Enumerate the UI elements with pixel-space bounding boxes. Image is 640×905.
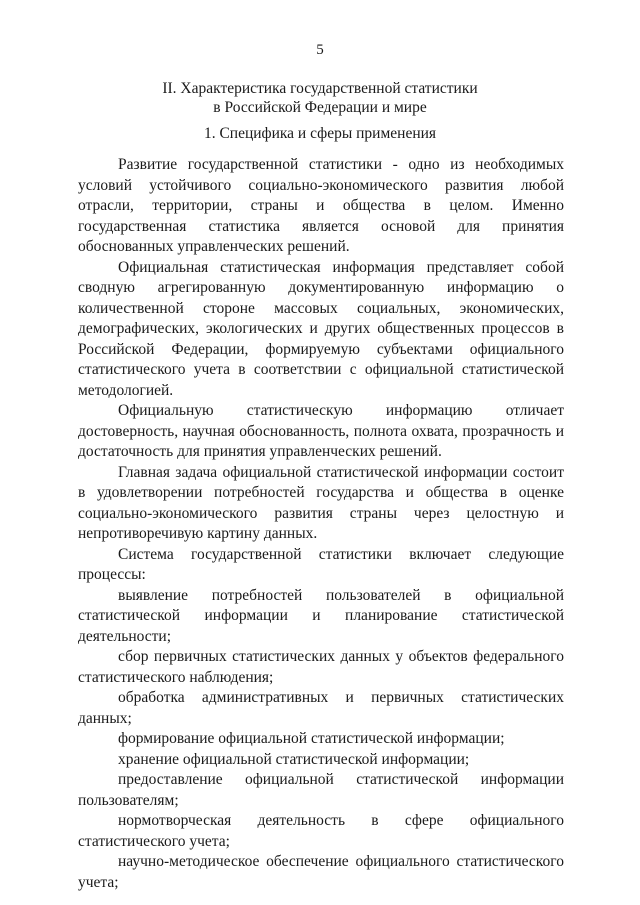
paragraph-3: Официальную статистическую информацию отличает достоверность, научная обоснованность, полнота охвата, прозрачность и достаточность для принятия управленческих решений. [78,402,564,460]
list-item-7: нормотворческая деятельность в сфере официального статистического учета; [78,812,564,850]
list-item-2: сбор первичных статистических данных у объектов федерального статистического наблюдения; [78,648,564,686]
list-item-8: научно-методическое обеспечение официального статистического учета; [78,853,564,891]
list-item-5: хранение официальной статистической информации; [118,750,470,768]
paragraph-1: Развитие государственной статистики - одно из необходимых условий устойчивого социально-экономического развития любой отрасли, территории, страны и общества в целом. Именно государственная статистика является основой для принятия обоснованных управленческих решений. [78,156,564,255]
section-title-line-2: в Российской Федерации и мире [213,99,427,116]
section-subtitle: 1. Специфика и сферы применения [203,125,437,142]
page-number: 5 [316,42,324,58]
paragraph-4: Главная задача официальной статистической информации состоит в удовлетворении потребностей государства и общества в оценке социально-экономического развития страны через целостную и непротиворечивую картину данных. [78,463,564,542]
body-text [78,155,564,893]
list-item-4: формирование официальной статистической информации; [118,730,505,747]
list-item-3: обработка административных и первичных статистических данных; [78,689,564,727]
paragraph-5: Система государственной статистики включает следующие процессы: [78,545,564,583]
paragraph-2: Официальная статистическая информация представляет собой сводную агрегированную документированную информацию о количественной стороне массовых социальных, экономических, демографических, экологических и других общественных процессов в Российской Федерации, формируемую субъектами официального статистического учета в соответствии с официальной статистической методологией. [78,258,564,399]
section-title-line-1: II. Характеристика государственной статистики [162,80,478,97]
list-item-6: предоставление официальной статистической информации пользователям; [78,771,564,809]
list-item-1: выявление потребностей пользователей в официальной статистической информации и планирование статистической деятельности; [78,586,564,645]
section-title [0,79,640,117]
